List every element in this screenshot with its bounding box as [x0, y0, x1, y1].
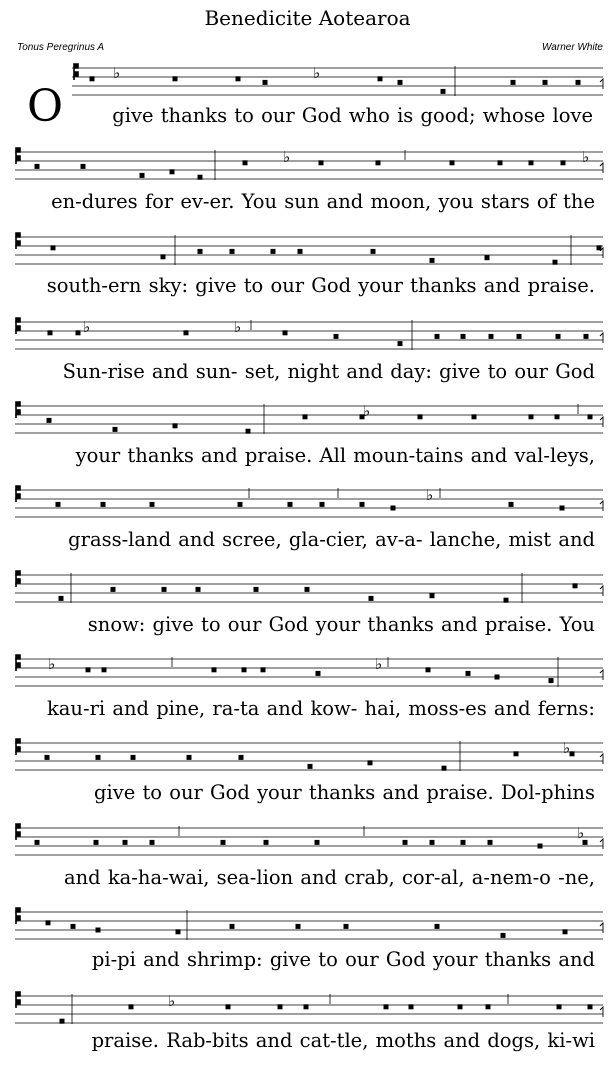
neume-note [60, 1019, 65, 1024]
neume-note [509, 502, 514, 507]
neume-note [278, 1004, 283, 1009]
staff [0, 484, 615, 524]
neume-note [170, 169, 175, 174]
flat-sign-icon: ♭ [375, 655, 383, 673]
lyric-line: praise. Rab-bits and cat-tle, moths and dogs, ki-wi [91, 1029, 595, 1052]
neume-note [162, 587, 167, 592]
neume-note [514, 751, 519, 756]
lyric-line: south-ern sky: give to our God your thanks and praise. [46, 274, 595, 297]
neume-note [198, 249, 203, 254]
custos-icon [600, 163, 603, 173]
neume-note [430, 258, 435, 263]
neume-note [35, 164, 40, 169]
neume-note [140, 173, 145, 178]
neume-note [296, 924, 301, 929]
c-clef-icon [16, 233, 20, 249]
lyric-line: pi-pi and shrimp: give to our God your thanks and [91, 948, 595, 971]
custos-icon [600, 79, 603, 89]
neume-note [298, 249, 303, 254]
neume-note [45, 755, 50, 760]
neume-note [316, 671, 321, 676]
staff [0, 653, 615, 693]
neume-note [320, 502, 325, 507]
tone-label: Tonus Peregrinus A [17, 42, 105, 53]
c-clef-icon [16, 571, 20, 587]
neume-note [47, 418, 52, 423]
neume-note [236, 76, 241, 81]
flat-sign-icon: ♭ [426, 486, 434, 504]
flat-sign-icon: ♭ [283, 148, 291, 166]
lyric-line: grass-land and scree, gla-cier, av-a- lanche, mist and [68, 528, 595, 551]
chant-system-11 [0, 906, 615, 986]
neume-note [305, 587, 310, 592]
neume-note [304, 1004, 309, 1009]
neume-note [94, 840, 99, 845]
neume-note [101, 502, 106, 507]
neume-note [184, 330, 189, 335]
neume-note [378, 76, 383, 81]
drop-cap-initial: O [27, 81, 64, 132]
custos-icon [600, 754, 603, 764]
lyric-line: give thanks to our God who is good; whose love [112, 104, 593, 127]
neume-note [368, 760, 373, 765]
neume-note [319, 160, 324, 165]
chant-system-12 [0, 990, 615, 1070]
staff [0, 62, 615, 102]
neume-note [597, 245, 602, 250]
neume-note [563, 929, 568, 934]
neume-note [46, 920, 51, 925]
neume-note [588, 414, 593, 419]
neume-note [570, 751, 575, 756]
neume-note [59, 596, 64, 601]
neume-note [584, 334, 589, 339]
neume-note [430, 593, 435, 598]
staff [0, 822, 615, 862]
neume-note [161, 254, 166, 259]
neume-note [35, 840, 40, 845]
custos-icon [600, 923, 603, 933]
custos-icon [600, 1007, 603, 1017]
flat-sign-icon: ♭ [234, 318, 242, 336]
neume-note [150, 840, 155, 845]
staff [0, 231, 615, 271]
neume-note [113, 427, 118, 432]
neume-note [543, 80, 548, 85]
lyric-line: snow: give to our God your thanks and praise. You [87, 613, 595, 636]
neume-note [576, 80, 581, 85]
c-clef-icon [16, 655, 20, 671]
c-clef-icon [74, 64, 78, 80]
neume-note [81, 164, 86, 169]
neume-note [504, 598, 509, 603]
neume-note [239, 755, 244, 760]
neume-note [376, 160, 381, 165]
neume-note [573, 583, 578, 588]
neume-note [426, 667, 431, 672]
neume-note [461, 334, 466, 339]
c-clef-icon [16, 148, 20, 164]
custos-icon [600, 417, 603, 427]
neume-note [450, 160, 455, 165]
neume-note [254, 587, 259, 592]
neume-note [344, 924, 349, 929]
neume-note [418, 414, 423, 419]
chant-system-2 [0, 146, 615, 226]
c-clef-icon [16, 486, 20, 502]
neume-note [176, 929, 181, 934]
staff [0, 146, 615, 186]
neume-note [529, 414, 534, 419]
neume-note [561, 160, 566, 165]
chant-system-7 [0, 569, 615, 649]
neume-note [56, 502, 61, 507]
neume-note [243, 160, 248, 165]
neume-note [529, 160, 534, 165]
custos-icon [600, 333, 603, 343]
neume-note [303, 414, 308, 419]
neume-note [212, 667, 217, 672]
page-title: Benedicite Aotearoa [204, 6, 411, 30]
neume-note [246, 429, 251, 434]
neume-note [283, 330, 288, 335]
flat-sign-icon: ♭ [577, 824, 585, 842]
neume-note [538, 844, 543, 849]
neume-note [384, 1004, 389, 1009]
lyric-line: Sun-rise and sun- set, night and day: give to our God [62, 360, 595, 383]
neume-note [442, 766, 447, 771]
custos-icon [600, 501, 603, 511]
lyric-line: your thanks and praise. All moun-tains and val-leys, [75, 444, 595, 467]
neume-note [511, 80, 516, 85]
neume-note [435, 334, 440, 339]
neume-note [123, 840, 128, 845]
neume-note [560, 506, 565, 511]
neume-note [238, 502, 243, 507]
neume-note [173, 76, 178, 81]
custos-icon [600, 839, 603, 849]
neume-note [430, 840, 435, 845]
neume-note [71, 924, 76, 929]
neume-note [489, 334, 494, 339]
neume-note [391, 506, 396, 511]
neume-note [371, 249, 376, 254]
staff [0, 569, 615, 609]
neume-note [403, 840, 408, 845]
flat-sign-icon: ♭ [313, 64, 321, 82]
c-clef-icon [16, 318, 20, 334]
custos-icon [600, 670, 603, 680]
neume-note [230, 924, 235, 929]
neume-note [517, 334, 522, 339]
lyric-line: en-dures for ev-er. You sun and moon, you stars of the [51, 190, 595, 213]
neume-note [369, 596, 374, 601]
neume-note [263, 80, 268, 85]
lyric-line: and ka-ha-wai, sea-lion and crab, cor-al, a-nem-o -ne, [63, 866, 595, 889]
neume-note [261, 667, 266, 672]
neume-note [398, 80, 403, 85]
staff [0, 737, 615, 777]
flat-sign-icon: ♭ [563, 739, 571, 757]
chant-system-6 [0, 484, 615, 564]
neume-note [90, 76, 95, 81]
lyric-line: kau-ri and pine, ra-ta and kow- hai, moss-es and ferns: [46, 697, 595, 720]
c-clef-icon [16, 908, 20, 924]
neume-note [588, 1004, 593, 1009]
neume-note [288, 502, 293, 507]
neume-note [360, 502, 365, 507]
neume-note [150, 502, 155, 507]
neume-note [129, 1004, 134, 1009]
flat-sign-icon: ♭ [582, 148, 590, 166]
neume-note [398, 341, 403, 346]
neume-note [495, 675, 500, 680]
custos-icon [600, 586, 603, 596]
neume-note [435, 924, 440, 929]
neume-note [486, 1004, 491, 1009]
neume-note [556, 334, 561, 339]
chant-system-8 [0, 653, 615, 733]
neume-note [549, 678, 554, 683]
chant-system-4 [0, 316, 615, 396]
neume-note [271, 249, 276, 254]
neume-note [557, 1004, 562, 1009]
neume-note [111, 587, 116, 592]
neume-note [485, 255, 490, 260]
neume-note [553, 260, 558, 265]
neume-note [308, 764, 313, 769]
neume-note [86, 667, 91, 672]
neume-note [242, 667, 247, 672]
neume-note [173, 423, 178, 428]
neume-note [230, 249, 235, 254]
neume-note [315, 840, 320, 845]
staff [0, 906, 615, 946]
c-clef-icon [16, 739, 20, 755]
staff [0, 316, 615, 356]
c-clef-icon [16, 402, 20, 418]
staff [0, 990, 615, 1030]
chant-system-10 [0, 822, 615, 902]
flat-sign-icon: ♭ [83, 318, 91, 336]
neume-note [441, 89, 446, 94]
neume-note [226, 1004, 231, 1009]
chant-system-5 [0, 400, 615, 480]
neume-note [196, 587, 201, 592]
neume-note [96, 928, 101, 933]
neume-note [466, 671, 471, 676]
neume-note [458, 1004, 463, 1009]
flat-sign-icon: ♭ [168, 992, 176, 1010]
neume-note [102, 667, 107, 672]
chant-system-3 [0, 231, 615, 311]
c-clef-icon [16, 824, 20, 840]
chant-system-1 [0, 62, 615, 142]
c-clef-icon [16, 992, 20, 1008]
flat-sign-icon: ♭ [363, 402, 371, 420]
staff [0, 400, 615, 440]
neume-note [51, 245, 56, 250]
lyric-line: give to our God your thanks and praise. Dol-phins [93, 781, 595, 804]
flat-sign-icon: ♭ [113, 64, 121, 82]
flat-sign-icon: ♭ [48, 655, 56, 673]
neume-note [48, 330, 53, 335]
neume-note [555, 414, 560, 419]
chant-system-9 [0, 737, 615, 817]
neume-note [461, 840, 466, 845]
neume-note [472, 414, 477, 419]
neume-note [501, 933, 506, 938]
neume-note [96, 755, 101, 760]
neume-note [187, 755, 192, 760]
composer-label: Warner White [542, 42, 603, 53]
neume-note [498, 160, 503, 165]
neume-note [488, 840, 493, 845]
neume-note [131, 755, 136, 760]
neume-note [409, 1004, 414, 1009]
neume-note [264, 840, 269, 845]
neume-note [76, 330, 81, 335]
neume-note [334, 334, 339, 339]
neume-note [221, 840, 226, 845]
neume-note [198, 175, 203, 180]
